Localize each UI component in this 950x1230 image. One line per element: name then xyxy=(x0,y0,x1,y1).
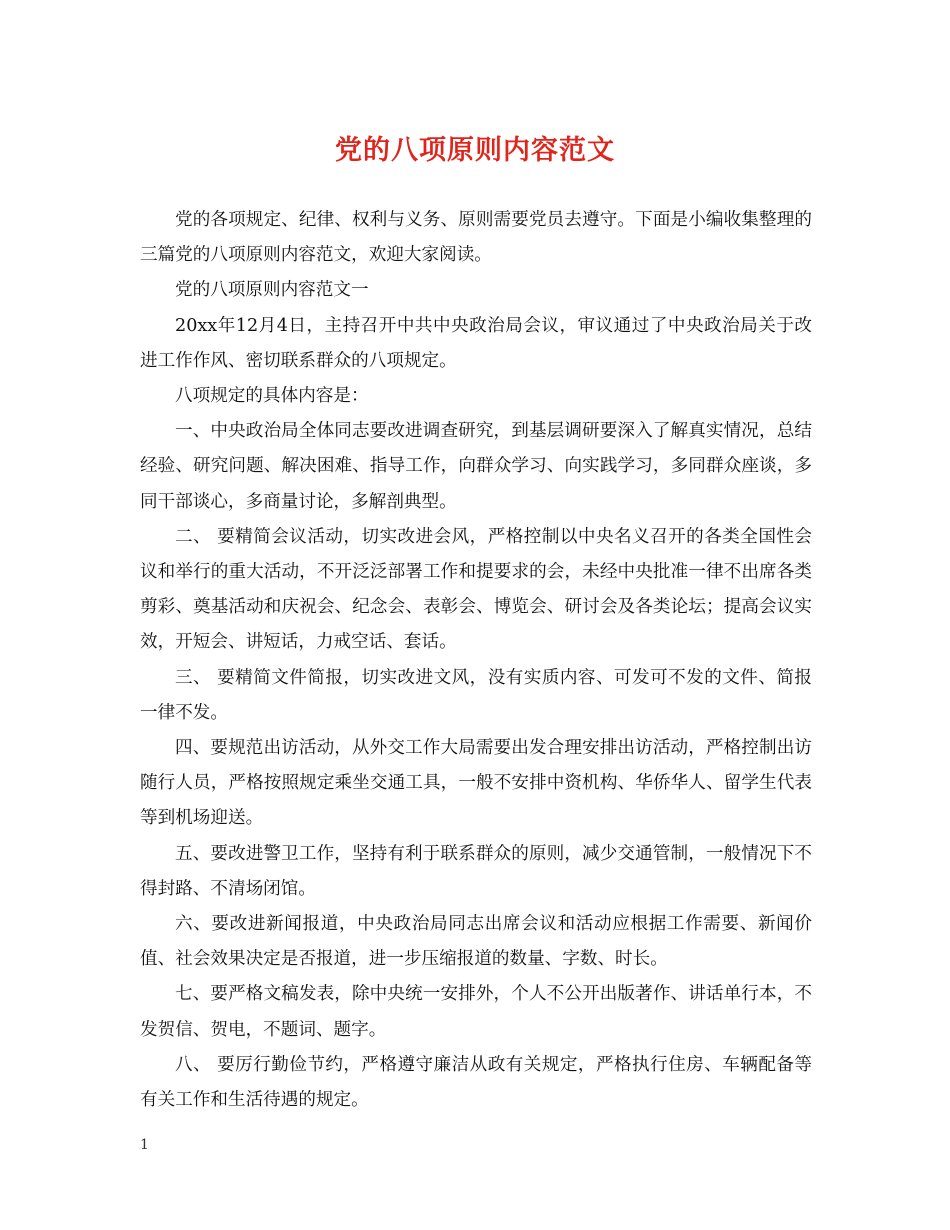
rule-paragraph-4: 四、要规范出访活动，从外交工作大局需要出发合理安排出访活动，严格控制出访随行人员，严格按照规定乘坐交通工具，一般不安排中资机构、华侨华人、留学生代表等到机场迎送。 xyxy=(140,738,812,829)
rule-paragraph-7: 七、要严格文稿发表，除中央统一安排外，个人不公开出版著作、讲话单行本，不发贺信、贺电，不题词、题字。 xyxy=(140,984,812,1040)
rule-paragraph-1: 一、中央政治局全体同志要改进调查研究，到基层调研要深入了解真实情况，总结经验、研究问题、解决困难、指导工作，向群众学习、向实践学习，多同群众座谈，多同干部谈心，多商量讨论，多解剖典型。 xyxy=(140,421,812,512)
body-paragraph: 八项规定的具体内容是： xyxy=(175,386,369,407)
body-paragraph: 20xx年12月4日，主持召开中共中央政治局会议，审议通过了中央政治局关于改进工作作风、密切联系群众的八项规定。 xyxy=(140,315,812,371)
page-number: 1 xyxy=(140,1137,149,1153)
rule-paragraph-6: 六、要改进新闻报道，中央政治局同志出席会议和活动应根据工作需要、新闻价值、社会效果决定是否报道，进一步压缩报道的数量、字数、时长。 xyxy=(140,914,812,970)
rule-paragraph-8: 八、 要厉行勤俭节约，严格遵守廉洁从政有关规定，严格执行住房、车辆配备等有关工作和生活待遇的规定。 xyxy=(140,1054,812,1111)
section-heading: 党的八项原则内容范文一 xyxy=(175,280,369,301)
document-body xyxy=(140,203,812,1118)
rule-paragraph-3: 三、 要精简文件简报，切实改进文风，没有实质内容、可发可不发的文件、简报一律不发。 xyxy=(140,667,812,723)
rule-paragraph-5: 五、要改进警卫工作，坚持有利于联系群众的原则，减少交通管制，一般情况下不得封路、不清场闭馆。 xyxy=(140,843,812,899)
intro-paragraph: 党的各项规定、纪律、权利与义务、原则需要党员去遵守。下面是小编收集整理的三篇党的八项原则内容范文，欢迎大家阅读。 xyxy=(140,210,812,266)
document-title: 党的八项原则内容范文 xyxy=(335,135,615,166)
rule-paragraph-2: 二、 要精简会议活动，切实改进会风，严格控制以中央名义召开的各类全国性会议和举行的重大活动，不开泛泛部署工作和提要求的会，未经中央批准一律不出席各类剪彩、奠基活动和庆祝会、纪念会、表彰会、博览会、研讨会及各类论坛；提高会议实效，开短会、讲短话，力戒空话、套话。 xyxy=(140,526,812,653)
